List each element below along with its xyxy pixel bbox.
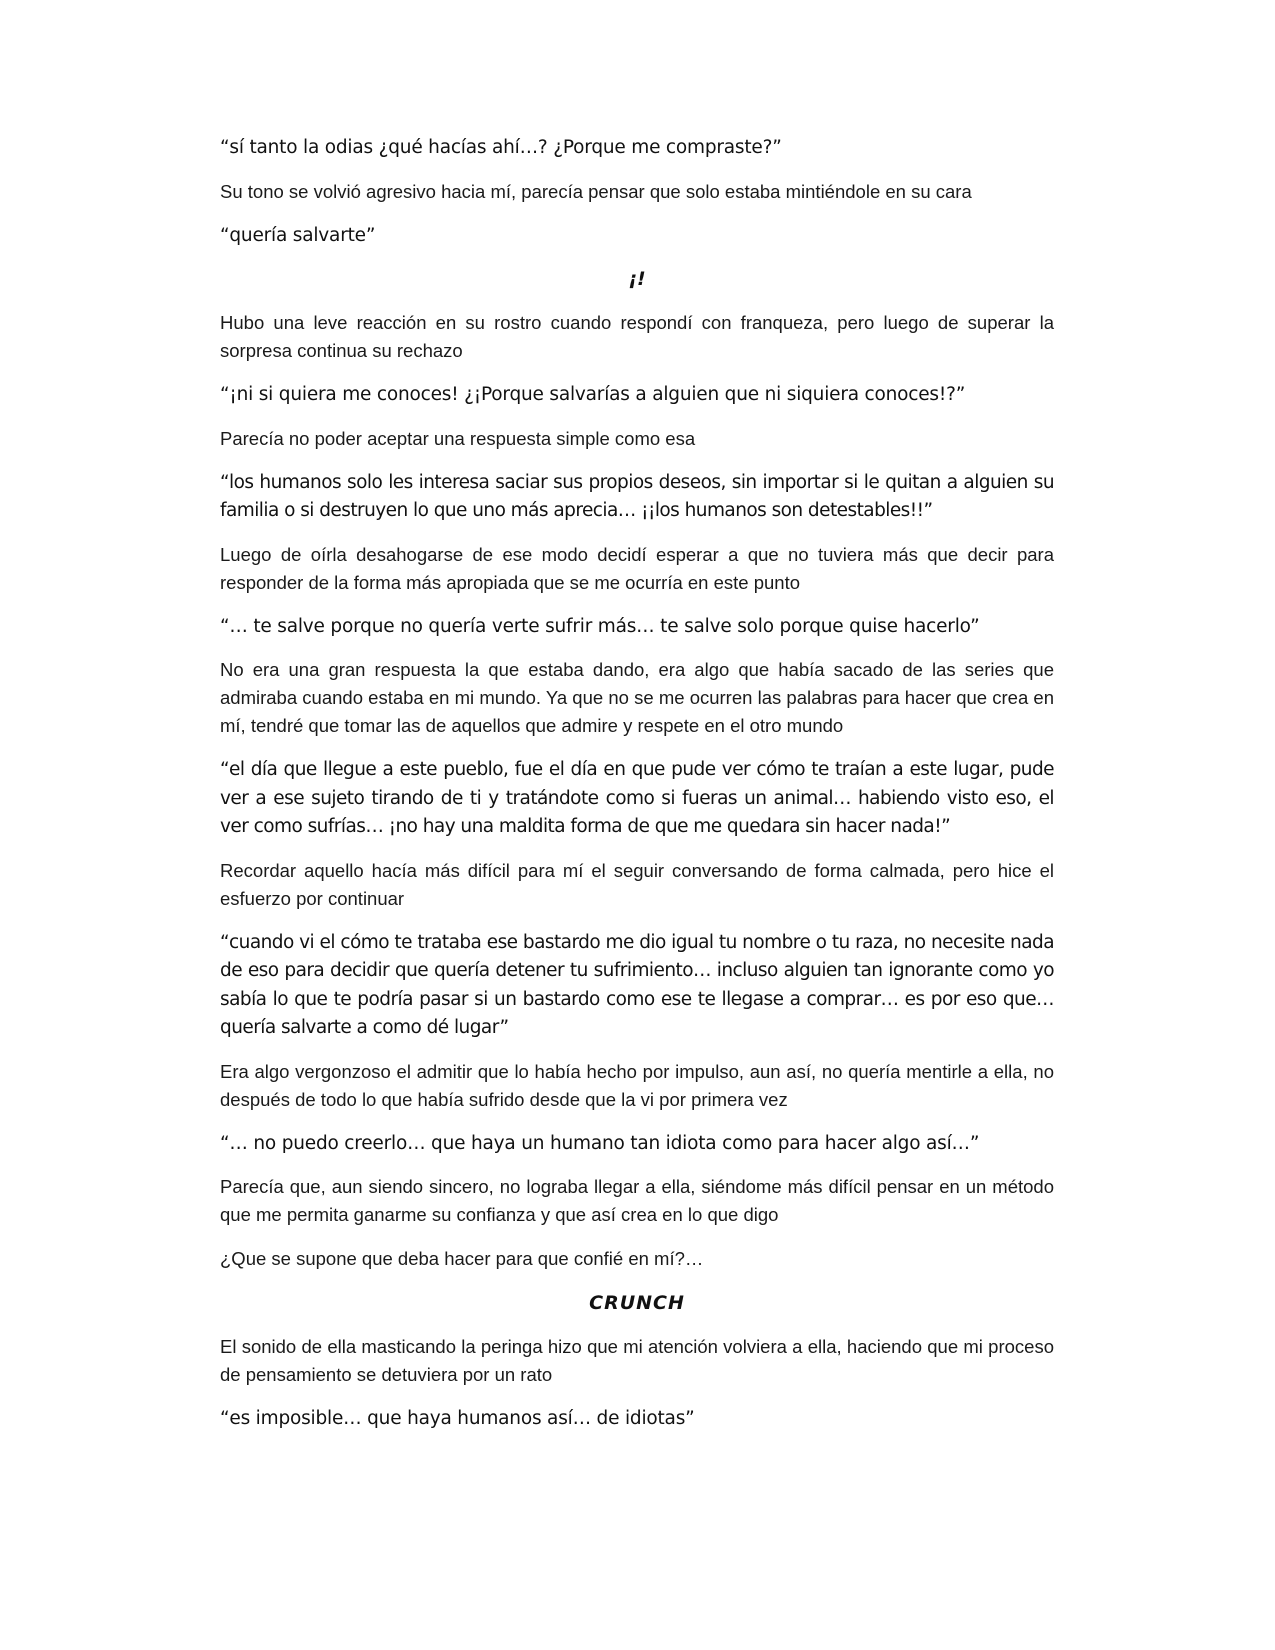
- narration-paragraph: Parecía que, aun siendo sincero, no lograba llegar a ella, siéndome más difícil pensar en un método que me permita ganarme su confianza y que así crea en lo que digo: [220, 1176, 1054, 1225]
- narration-paragraph: El sonido de ella masticando la peringa hizo que mi atención volviera a ella, haciendo que mi proceso de pensamiento se detuviera por un rato: [220, 1336, 1054, 1385]
- narration-paragraph: Luego de oírla desahogarse de ese modo decidí esperar a que no tuviera más que decir para responder de la forma más apropiada que se me ocurría en este punto: [220, 543, 1054, 593]
- narration-paragraph: No era una gran respuesta la que estaba dando, era algo que había sacado de las series que admiraba cuando estaba en mi mundo. Ya que no se me ocurren las palabras para hacer que crea en mí, tendré que tomar las de aquellos que admire y respete en el otro mundo: [220, 659, 1054, 736]
- sound-effect: ¡!: [628, 268, 646, 290]
- narration-paragraph: ¿Que se supone que deba hacer para que confié en mí?…: [220, 1248, 704, 1269]
- dialogue-line: “¡ni si quiera me conoces! ¿¡Porque salvarías a alguien que ni siquiera conoces!?”: [220, 384, 966, 405]
- narration-paragraph: Hubo una leve reacción en su rostro cuando respondí con franqueza, pero luego de superar la sorpresa continua su rechazo: [220, 312, 1054, 361]
- dialogue-line: “sí tanto la odias ¿qué hacías ahí…? ¿Porque me compraste?”: [220, 137, 782, 158]
- dialogue-line: “quería salvarte”: [220, 224, 376, 246]
- narration-paragraph: Era algo vergonzoso el admitir que lo había hecho por impulso, aun así, no quería mentirle a ella, no después de todo lo que había sufrido desde que la vi por primera vez: [220, 1060, 1054, 1110]
- document-page: [220, 134, 1054, 1449]
- dialogue-line: “los humanos solo les interesa saciar sus propios deseos, sin importar si le quitan a alguien su familia o si destruyen lo que uno más aprecia… ¡¡los humanos son detestables!!”: [220, 471, 1054, 521]
- narration-paragraph: Recordar aquello hacía más difícil para mí el seguir conversando de forma calmada, pero hice el esfuerzo por continuar: [220, 859, 1054, 909]
- narration-paragraph: Su tono se volvió agresivo hacia mí, parecía pensar que solo estaba mintiéndole en su cara: [220, 180, 972, 202]
- sound-effect: CRUNCH: [589, 1292, 685, 1314]
- dialogue-line: “… te salve porque no quería verte sufrir más… te salve solo porque quise hacerlo”: [220, 615, 980, 637]
- dialogue-line: “el día que llegue a este pueblo, fue el día en que pude ver cómo te traían a este lugar, pude ver a ese sujeto tirando de ti y tratándote como si fueras un animal… habiendo visto eso, el ver como sufrías… ¡no hay una maldita forma de que me quedara sin hacer nada!”: [220, 759, 1054, 837]
- narration-paragraph: Parecía no poder aceptar una respuesta simple como esa: [220, 427, 696, 449]
- dialogue-line: “es imposible… que haya humanos así… de idiotas”: [220, 1408, 695, 1429]
- dialogue-line: “… no puedo creerlo… que haya un humano tan idiota como para hacer algo así…”: [220, 1132, 980, 1154]
- dialogue-line: “cuando vi el cómo te trataba ese bastardo me dio igual tu nombre o tu raza, no necesite nada de eso para decidir que quería detener tu sufrimiento… incluso alguien tan ignorante como yo sabía lo que te podría pasar si un bastardo como ese te llegase a comprar… es por eso que… quería salvarte a como dé lugar”: [220, 931, 1054, 1038]
